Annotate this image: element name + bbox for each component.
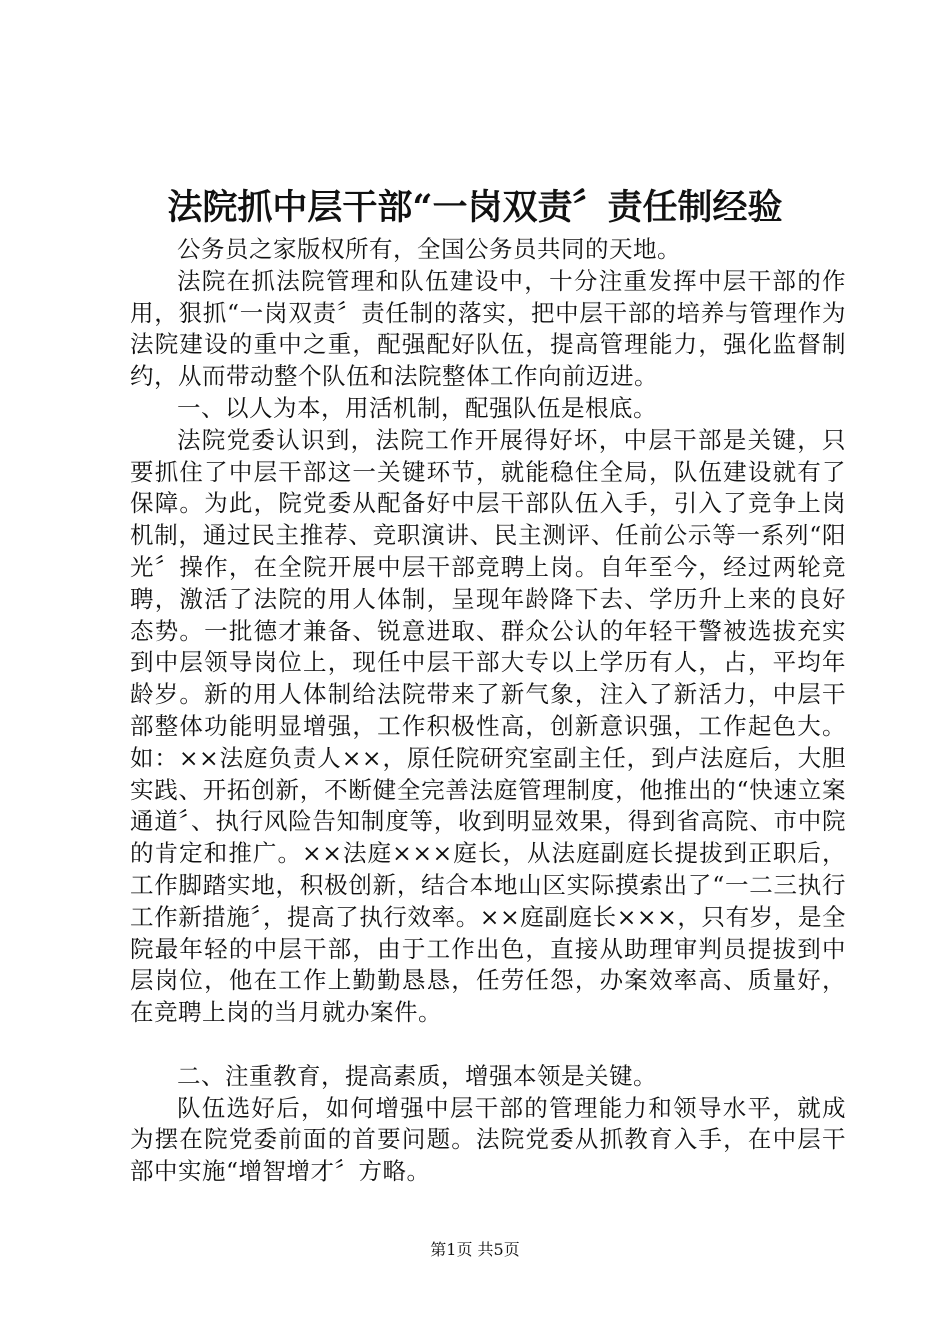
section-heading-1: 一、以人为本，用活机制，配强队伍是根底。 xyxy=(177,393,657,422)
paragraph-copyright: 公务员之家版权所有，全国公务员共同的天地。 xyxy=(177,235,681,263)
document-title: 法院抓中层干部“一岗双责〞责任制经验 xyxy=(167,187,783,228)
page-number-footer: 第1页 共5页 xyxy=(430,1240,520,1259)
paragraph-section-1: 法院党委认识到，法院工作开展得好坏，中层干部是关键，只要抓住了中层干部这一关键环节，就能稳住全局，队伍建设就有了保障。为此，院党委从配备好中层干部队伍入手，引入了竞争上岗机制，通过民主推荐、竞职演讲、民主测评、任前公示等一系列“阳光〞操作，在全院开展中层干部竞聘上岗。自年至今，经过两轮竞聘，激活了法院的用人体制，呈现年龄降下去、学历升上来的良好态势。一批德才兼备、锐意进取、群众公认的年轻干警被选拔充实到中层领导岗位上，现任中层干部大专以上学历有人，占，平均年龄岁。新的用人体制给法院带来了新气象，注入了新活力，中层干部整体功能明显增强，工作积极性高，创新意识强，工作起色大。如：××法庭负责人××，原任院研究室副主任，到卢法庭后，大胆实践、开拓创新，不断健全完善法庭管理制度，他推出的“快速立案通道〞、执行风险告知制度等，收到明显效果，得到省高院、市中院的肯定和推广。××法庭×××庭长，从法庭副庭长提拔到正职后，工作脚踏实地，积极创新，结合本地山区实际摸索出了“一二三执行工作新措施〞，提高了执行效率。××庭副庭长×××，只有岁，是全院最年轻的中层干部，由于工作出色，直接从助理审判员提拔到中层岗位，他在工作上勤勤恳恳，任劳任怨，办案效率高、质量好，在竞聘上岗的当月就办案件。 xyxy=(130,425,846,1027)
paragraph-section-2: 队伍选好后，如何增强中层干部的管理能力和领导水平，就成为摆在院党委前面的首要问题。法院党委从抓教育入手，在中层干部中实施“增智增才〞方略。 xyxy=(130,1093,846,1186)
section-heading-2: 二、注重教育，提高素质，增强本领是关键。 xyxy=(177,1061,657,1090)
document-body xyxy=(130,234,846,1188)
paragraph-intro: 法院在抓法院管理和队伍建设中，十分注重发挥中层干部的作用，狠抓“一岗双责〞责任制的落实，把中层干部的培养与管理作为法院建设的重中之重，配强配好队伍，提高管理能力，强化监督制约，从而带动整个队伍和法院整体工作向前迈进。 xyxy=(130,266,846,391)
